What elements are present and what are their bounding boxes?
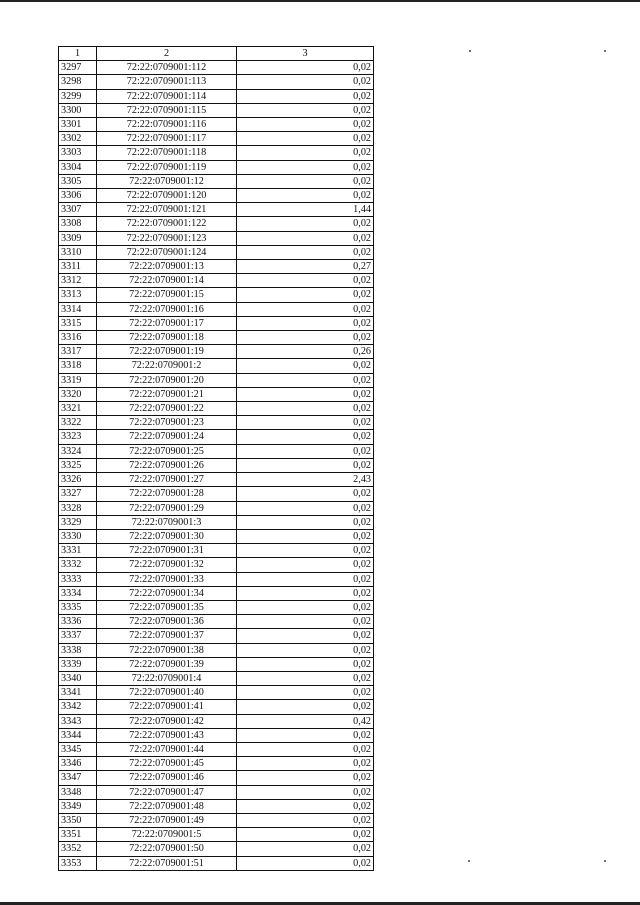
cadastral-number-cell: 72:22:0709001:117 — [97, 132, 237, 146]
header-col-3: 3 — [237, 47, 374, 61]
value-cell: 0,27 — [237, 260, 374, 274]
cadastral-number-cell: 72:22:0709001:27 — [97, 473, 237, 487]
table-row — [59, 103, 374, 117]
cadastral-number-cell: 72:22:0709001:19 — [97, 345, 237, 359]
row-number-cell: 3322 — [59, 416, 97, 430]
value-cell: 0,02 — [237, 828, 374, 842]
row-number-cell: 3307 — [59, 203, 97, 217]
table-row — [59, 61, 374, 75]
row-number-cell: 3338 — [59, 643, 97, 657]
value-cell: 0,26 — [237, 345, 374, 359]
value-cell: 0,02 — [237, 245, 374, 259]
value-cell: 0,02 — [237, 430, 374, 444]
value-cell: 0,02 — [237, 316, 374, 330]
cadastral-number-cell: 72:22:0709001:46 — [97, 771, 237, 785]
value-cell: 0,02 — [237, 586, 374, 600]
cadastral-number-cell: 72:22:0709001:45 — [97, 757, 237, 771]
table-row — [59, 828, 374, 842]
value-cell: 0,02 — [237, 728, 374, 742]
table-row — [59, 487, 374, 501]
scan-speck — [604, 860, 606, 862]
cadastral-number-cell: 72:22:0709001:50 — [97, 842, 237, 856]
cadastral-number-cell: 72:22:0709001:41 — [97, 700, 237, 714]
cadastral-number-cell: 72:22:0709001:113 — [97, 75, 237, 89]
value-cell: 0,02 — [237, 742, 374, 756]
row-number-cell: 3353 — [59, 856, 97, 870]
cadastral-number-cell: 72:22:0709001:118 — [97, 146, 237, 160]
value-cell: 0,02 — [237, 600, 374, 614]
table-row — [59, 714, 374, 728]
row-number-cell: 3299 — [59, 89, 97, 103]
cadastral-number-cell: 72:22:0709001:5 — [97, 828, 237, 842]
row-number-cell: 3336 — [59, 615, 97, 629]
cadastral-number-cell: 72:22:0709001:121 — [97, 203, 237, 217]
row-number-cell: 3314 — [59, 302, 97, 316]
row-number-cell: 3329 — [59, 515, 97, 529]
table-row — [59, 586, 374, 600]
cadastral-number-cell: 72:22:0709001:23 — [97, 416, 237, 430]
cadastral-number-cell: 72:22:0709001:14 — [97, 274, 237, 288]
row-number-cell: 3351 — [59, 828, 97, 842]
row-number-cell: 3298 — [59, 75, 97, 89]
value-cell: 0,02 — [237, 572, 374, 586]
row-number-cell: 3306 — [59, 189, 97, 203]
cadastral-number-cell: 72:22:0709001:3 — [97, 515, 237, 529]
scan-speck — [468, 860, 470, 862]
cadastral-number-cell: 72:22:0709001:112 — [97, 61, 237, 75]
cadastral-number-cell: 72:22:0709001:119 — [97, 160, 237, 174]
row-number-cell: 3334 — [59, 586, 97, 600]
cadastral-number-cell: 72:22:0709001:35 — [97, 600, 237, 614]
row-number-cell: 3331 — [59, 544, 97, 558]
row-number-cell: 3348 — [59, 785, 97, 799]
row-number-cell: 3304 — [59, 160, 97, 174]
scan-speck — [469, 50, 471, 52]
value-cell: 0,02 — [237, 387, 374, 401]
value-cell: 0,02 — [237, 288, 374, 302]
table-row — [59, 686, 374, 700]
cadastral-number-cell: 72:22:0709001:51 — [97, 856, 237, 870]
table-row — [59, 842, 374, 856]
value-cell: 0,02 — [237, 302, 374, 316]
table-row — [59, 742, 374, 756]
row-number-cell: 3308 — [59, 217, 97, 231]
table-row — [59, 700, 374, 714]
header-col-1: 1 — [59, 47, 97, 61]
row-number-cell: 3300 — [59, 103, 97, 117]
cadastral-number-cell: 72:22:0709001:47 — [97, 785, 237, 799]
table-row — [59, 558, 374, 572]
cadastral-number-cell: 72:22:0709001:34 — [97, 586, 237, 600]
row-number-cell: 3350 — [59, 813, 97, 827]
value-cell: 0,02 — [237, 75, 374, 89]
cadastral-number-cell: 72:22:0709001:22 — [97, 402, 237, 416]
table-row — [59, 217, 374, 231]
table-row — [59, 402, 374, 416]
value-cell: 0,02 — [237, 842, 374, 856]
value-cell: 0,02 — [237, 643, 374, 657]
row-number-cell: 3344 — [59, 728, 97, 742]
cadastral-number-cell: 72:22:0709001:2 — [97, 359, 237, 373]
value-cell: 0,02 — [237, 103, 374, 117]
row-number-cell: 3324 — [59, 444, 97, 458]
cadastral-number-cell: 72:22:0709001:124 — [97, 245, 237, 259]
value-cell: 0,02 — [237, 501, 374, 515]
cadastral-number-cell: 72:22:0709001:16 — [97, 302, 237, 316]
cadastral-number-cell: 72:22:0709001:20 — [97, 373, 237, 387]
cadastral-number-cell: 72:22:0709001:38 — [97, 643, 237, 657]
value-cell: 0,02 — [237, 487, 374, 501]
scan-edge-top — [0, 0, 640, 2]
table-row — [59, 529, 374, 543]
row-number-cell: 3320 — [59, 387, 97, 401]
value-cell: 0,42 — [237, 714, 374, 728]
row-number-cell: 3328 — [59, 501, 97, 515]
table-row — [59, 629, 374, 643]
table-row — [59, 458, 374, 472]
row-number-cell: 3303 — [59, 146, 97, 160]
cadastral-number-cell: 72:22:0709001:37 — [97, 629, 237, 643]
value-cell: 0,02 — [237, 118, 374, 132]
value-cell: 0,02 — [237, 757, 374, 771]
table-row — [59, 245, 374, 259]
row-number-cell: 3317 — [59, 345, 97, 359]
row-number-cell: 3313 — [59, 288, 97, 302]
table-row — [59, 657, 374, 671]
table-row — [59, 771, 374, 785]
value-cell: 0,02 — [237, 146, 374, 160]
row-number-cell: 3311 — [59, 260, 97, 274]
value-cell: 0,02 — [237, 231, 374, 245]
table-row — [59, 189, 374, 203]
table-row — [59, 572, 374, 586]
value-cell: 0,02 — [237, 217, 374, 231]
value-cell: 2,43 — [237, 473, 374, 487]
value-cell: 0,02 — [237, 558, 374, 572]
cadastral-number-cell: 72:22:0709001:24 — [97, 430, 237, 444]
value-cell: 0,02 — [237, 61, 374, 75]
table-header — [59, 47, 374, 61]
table-row — [59, 75, 374, 89]
value-cell: 0,02 — [237, 359, 374, 373]
row-number-cell: 3337 — [59, 629, 97, 643]
cadastral-number-cell: 72:22:0709001:26 — [97, 458, 237, 472]
cadastral-number-cell: 72:22:0709001:44 — [97, 742, 237, 756]
value-cell: 0,02 — [237, 700, 374, 714]
row-number-cell: 3332 — [59, 558, 97, 572]
row-number-cell: 3312 — [59, 274, 97, 288]
table-row — [59, 132, 374, 146]
table-row — [59, 757, 374, 771]
table-row — [59, 302, 374, 316]
row-number-cell: 3345 — [59, 742, 97, 756]
table-row — [59, 118, 374, 132]
table-body — [59, 61, 374, 871]
row-number-cell: 3316 — [59, 331, 97, 345]
cadastral-number-cell: 72:22:0709001:30 — [97, 529, 237, 543]
value-cell: 0,02 — [237, 657, 374, 671]
table-row — [59, 288, 374, 302]
table-row — [59, 416, 374, 430]
value-cell: 1,44 — [237, 203, 374, 217]
row-number-cell: 3310 — [59, 245, 97, 259]
cadastral-number-cell: 72:22:0709001:29 — [97, 501, 237, 515]
row-number-cell: 3315 — [59, 316, 97, 330]
cadastral-number-cell: 72:22:0709001:25 — [97, 444, 237, 458]
value-cell: 0,02 — [237, 629, 374, 643]
row-number-cell: 3346 — [59, 757, 97, 771]
row-number-cell: 3297 — [59, 61, 97, 75]
row-number-cell: 3343 — [59, 714, 97, 728]
row-number-cell: 3327 — [59, 487, 97, 501]
value-cell: 0,02 — [237, 373, 374, 387]
row-number-cell: 3326 — [59, 473, 97, 487]
cadastral-number-cell: 72:22:0709001:31 — [97, 544, 237, 558]
register-table — [58, 46, 374, 871]
cadastral-number-cell: 72:22:0709001:120 — [97, 189, 237, 203]
cadastral-number-cell: 72:22:0709001:36 — [97, 615, 237, 629]
table-row — [59, 615, 374, 629]
row-number-cell: 3318 — [59, 359, 97, 373]
row-number-cell: 3323 — [59, 430, 97, 444]
row-number-cell: 3349 — [59, 799, 97, 813]
table-row — [59, 785, 374, 799]
table-row — [59, 203, 374, 217]
cadastral-number-cell: 72:22:0709001:4 — [97, 671, 237, 685]
cadastral-number-cell: 72:22:0709001:115 — [97, 103, 237, 117]
table-row — [59, 473, 374, 487]
value-cell: 0,02 — [237, 444, 374, 458]
value-cell: 0,02 — [237, 132, 374, 146]
row-number-cell: 3319 — [59, 373, 97, 387]
table-row — [59, 728, 374, 742]
value-cell: 0,02 — [237, 671, 374, 685]
cadastral-number-cell: 72:22:0709001:122 — [97, 217, 237, 231]
row-number-cell: 3321 — [59, 402, 97, 416]
cadastral-number-cell: 72:22:0709001:18 — [97, 331, 237, 345]
table-row — [59, 813, 374, 827]
value-cell: 0,02 — [237, 544, 374, 558]
cadastral-number-cell: 72:22:0709001:40 — [97, 686, 237, 700]
cadastral-number-cell: 72:22:0709001:33 — [97, 572, 237, 586]
table-row — [59, 345, 374, 359]
row-number-cell: 3305 — [59, 174, 97, 188]
table-row — [59, 430, 374, 444]
table-row — [59, 316, 374, 330]
value-cell: 0,02 — [237, 799, 374, 813]
value-cell: 0,02 — [237, 189, 374, 203]
value-cell: 0,02 — [237, 402, 374, 416]
cadastral-number-cell: 72:22:0709001:123 — [97, 231, 237, 245]
cadastral-number-cell: 72:22:0709001:12 — [97, 174, 237, 188]
table-row — [59, 231, 374, 245]
table-row — [59, 799, 374, 813]
value-cell: 0,02 — [237, 331, 374, 345]
row-number-cell: 3301 — [59, 118, 97, 132]
scan-speck — [604, 50, 606, 52]
table-row — [59, 174, 374, 188]
value-cell: 0,02 — [237, 416, 374, 430]
cadastral-number-cell: 72:22:0709001:114 — [97, 89, 237, 103]
table-row — [59, 260, 374, 274]
table-row — [59, 600, 374, 614]
table-row — [59, 146, 374, 160]
row-number-cell: 3330 — [59, 529, 97, 543]
row-number-cell: 3342 — [59, 700, 97, 714]
cadastral-number-cell: 72:22:0709001:43 — [97, 728, 237, 742]
value-cell: 0,02 — [237, 89, 374, 103]
cadastral-number-cell: 72:22:0709001:49 — [97, 813, 237, 827]
value-cell: 0,02 — [237, 529, 374, 543]
value-cell: 0,02 — [237, 785, 374, 799]
row-number-cell: 3339 — [59, 657, 97, 671]
cadastral-number-cell: 72:22:0709001:21 — [97, 387, 237, 401]
row-number-cell: 3335 — [59, 600, 97, 614]
cadastral-number-cell: 72:22:0709001:48 — [97, 799, 237, 813]
table-row — [59, 89, 374, 103]
table-row — [59, 671, 374, 685]
table-row — [59, 643, 374, 657]
row-number-cell: 3340 — [59, 671, 97, 685]
value-cell: 0,02 — [237, 515, 374, 529]
row-number-cell: 3325 — [59, 458, 97, 472]
table-row — [59, 444, 374, 458]
cadastral-number-cell: 72:22:0709001:116 — [97, 118, 237, 132]
header-col-2: 2 — [97, 47, 237, 61]
table-row — [59, 856, 374, 870]
table-row — [59, 274, 374, 288]
row-number-cell: 3347 — [59, 771, 97, 785]
value-cell: 0,02 — [237, 274, 374, 288]
row-number-cell: 3309 — [59, 231, 97, 245]
value-cell: 0,02 — [237, 771, 374, 785]
table-row — [59, 544, 374, 558]
cadastral-number-cell: 72:22:0709001:32 — [97, 558, 237, 572]
table-row — [59, 387, 374, 401]
cadastral-number-cell: 72:22:0709001:13 — [97, 260, 237, 274]
cadastral-number-cell: 72:22:0709001:17 — [97, 316, 237, 330]
table-row — [59, 501, 374, 515]
row-number-cell: 3341 — [59, 686, 97, 700]
value-cell: 0,02 — [237, 458, 374, 472]
table-row — [59, 515, 374, 529]
table-row — [59, 331, 374, 345]
value-cell: 0,02 — [237, 856, 374, 870]
header-row — [59, 47, 374, 61]
value-cell: 0,02 — [237, 686, 374, 700]
value-cell: 0,02 — [237, 174, 374, 188]
table-row — [59, 359, 374, 373]
row-number-cell: 3352 — [59, 842, 97, 856]
table-row — [59, 160, 374, 174]
value-cell: 0,02 — [237, 615, 374, 629]
value-cell: 0,02 — [237, 813, 374, 827]
cadastral-number-cell: 72:22:0709001:42 — [97, 714, 237, 728]
cadastral-number-cell: 72:22:0709001:28 — [97, 487, 237, 501]
cadastral-number-cell: 72:22:0709001:39 — [97, 657, 237, 671]
cadastral-number-cell: 72:22:0709001:15 — [97, 288, 237, 302]
table-row — [59, 373, 374, 387]
value-cell: 0,02 — [237, 160, 374, 174]
row-number-cell: 3302 — [59, 132, 97, 146]
row-number-cell: 3333 — [59, 572, 97, 586]
